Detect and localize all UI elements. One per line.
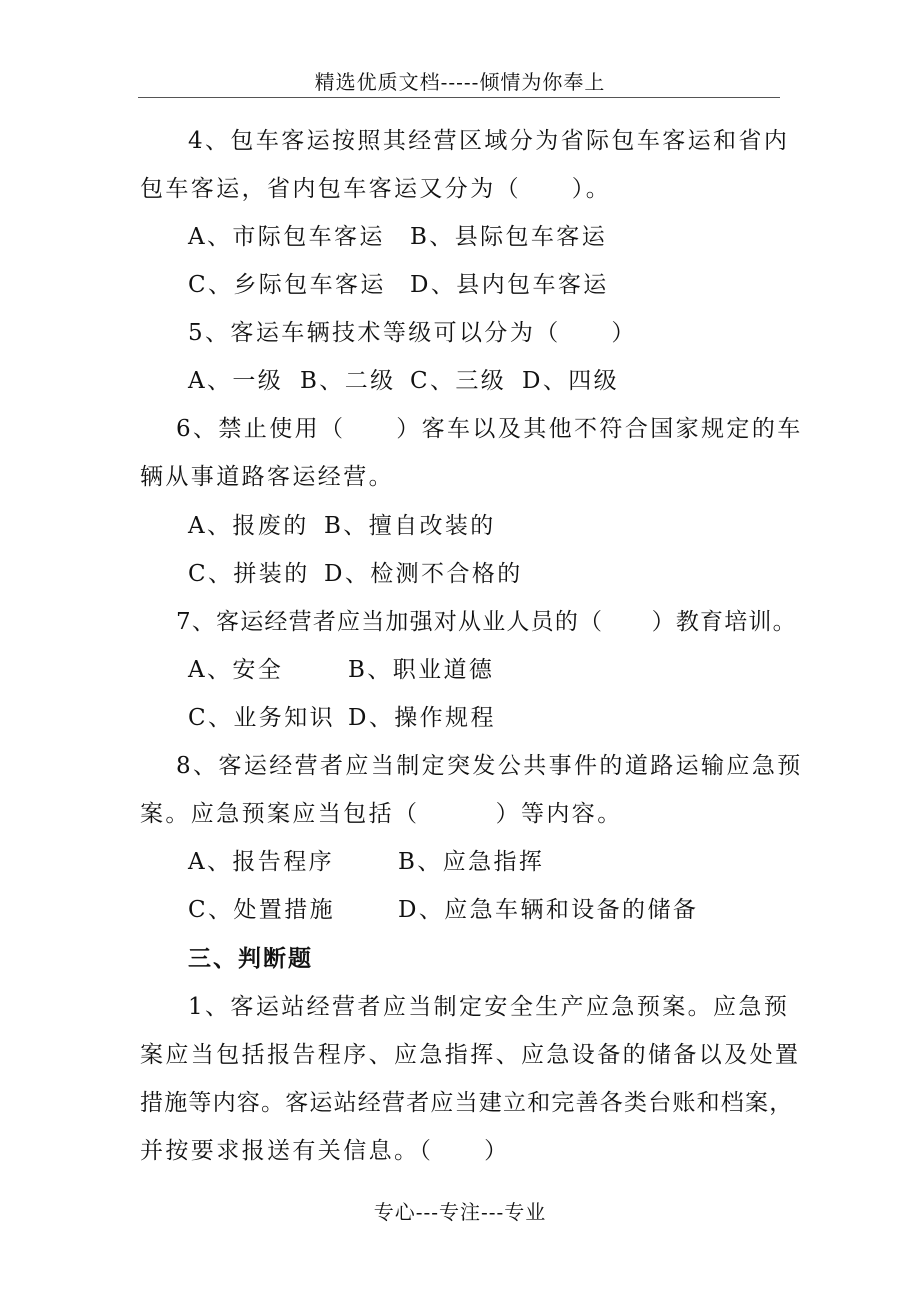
q6-option-d: D、检测不合格的: [324, 561, 523, 587]
q8-stem-line2: 案。应急预案应当包括（ ）等内容。: [140, 801, 623, 827]
q4-stem-line2: 包车客运，省内包车客运又分为（ ）。: [140, 176, 612, 202]
page-footer: 专心---专注---专业: [373, 1200, 547, 1224]
q4-option-a: A、市际包车客运: [188, 224, 385, 250]
q7-option-b: B、职业道德: [348, 657, 495, 683]
q7-option-c: C、业务知识: [188, 705, 335, 731]
tf1-line4: 并按要求报送有关信息。（ ）: [140, 1138, 510, 1164]
q8-option-a: A、报告程序: [188, 849, 335, 875]
tf1-line1: 1、客运站经营者应当制定安全生产应急预案。应急预: [188, 994, 790, 1020]
tf1-line2: 案应当包括报告程序、应急指挥、应急设备的储备以及处置: [140, 1042, 801, 1068]
q8-stem-line1: 8、客运经营者应当制定突发公共事件的道路运输应急预: [176, 753, 803, 779]
q5-option-d: D、四级: [522, 368, 620, 394]
q6-option-c: C、拼装的: [188, 561, 310, 587]
q6-option-b: B、擅自改装的: [324, 513, 496, 539]
q7-option-a: A、安全: [188, 657, 284, 683]
q5-option-a: A、一级: [188, 368, 284, 394]
q5-option-b: B、二级: [300, 368, 396, 394]
q5-stem-line1: 5、客运车辆技术等级可以分为（ ）: [188, 320, 637, 346]
q8-option-d: D、应急车辆和设备的储备: [398, 897, 699, 923]
q6-stem-line1: 6、禁止使用（ ）客车以及其他不符合国家规定的车: [176, 416, 803, 442]
section-title-true-false: 三、判断题: [188, 945, 313, 972]
q7-option-d: D、操作规程: [348, 705, 496, 731]
q8-option-b: B、应急指挥: [398, 849, 545, 875]
q4-option-c: C、乡际包车客运: [188, 272, 386, 298]
q6-stem-line2: 辆从事道路客运经营。: [140, 464, 394, 490]
q8-option-c: C、处置措施: [188, 897, 335, 923]
page-header: 精选优质文档-----倾情为你奉上: [314, 70, 606, 94]
q4-option-b: B、县际包车客运: [410, 224, 608, 250]
tf1-line3: 措施等内容。客运站经营者应当建立和完善各类台账和档案，: [140, 1090, 794, 1116]
q4-option-d: D、县内包车客运: [410, 272, 609, 298]
header-divider: [138, 97, 780, 98]
q5-option-c: C、三级: [410, 368, 507, 394]
q4-stem-line1: 4、包车客运按照其经营区域分为省际包车客运和省内: [188, 128, 790, 154]
q6-option-a: A、报废的: [188, 513, 309, 539]
q7-stem-line1: 7、客运经营者应当加强对从业人员的（ ）教育培训。: [176, 609, 797, 635]
